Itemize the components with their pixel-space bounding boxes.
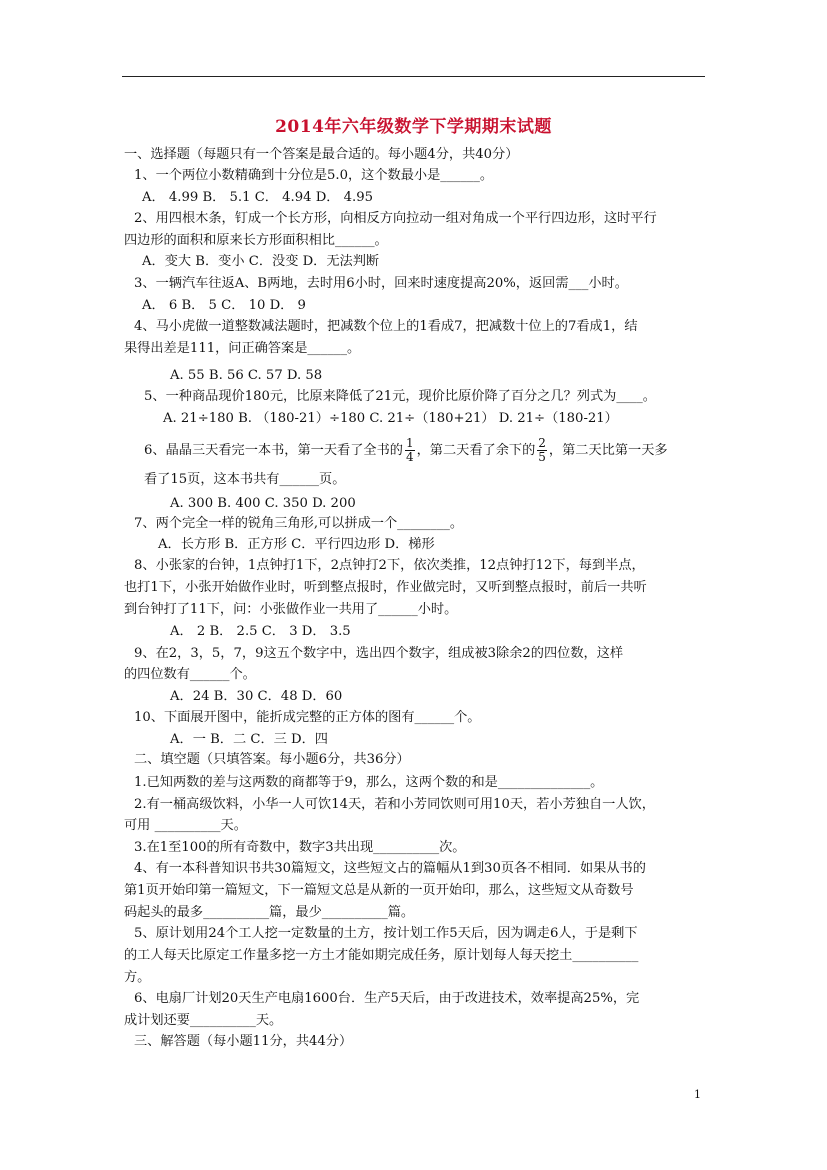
- question-2: 2、用四根木条，钉成一个长方形，向相反方向拉动一组对角成一个平行四边形，这时平行: [134, 211, 657, 226]
- question-1: 1、一个两位小数精确到十分位是5.0，这个数最小是______。: [134, 168, 494, 183]
- section-3-heading: 三、解答题（每小题11分，共44分）: [134, 1034, 353, 1049]
- fill-question-5-cont: 的工人每天比原定工作量多挖一方土才能如期完成任务，原计划每人每天挖土__________: [124, 948, 639, 963]
- fraction-numerator: 1: [405, 436, 414, 450]
- section-2-heading: 二、填空题（只填答案。每小题6分，共36分）: [134, 752, 410, 767]
- question-6-cont: 看了15页，这本书共有______页。: [144, 472, 346, 487]
- question-7: 7、两个完全一样的锐角三角形,可以拼成一个________。: [134, 516, 464, 531]
- question-2-options: A．变大 B．变小 C．没变 D．无法判断: [142, 254, 380, 269]
- fraction-one-quarter: [405, 437, 415, 464]
- exam-title: 2014年六年级数学下学期期末试题: [275, 117, 552, 137]
- question-9-cont: 的四位数有______个。: [124, 667, 256, 682]
- fraction-denominator: 5: [538, 450, 546, 464]
- question-8: 8、小张家的台钟，1点钟打1下，2点钟打2下，依次类推，12点钟打12下，每到半点，: [134, 558, 645, 573]
- fraction-numerator: 2: [538, 436, 546, 450]
- question-2-cont: 四边形的面积和原来长方形面积相比______。: [124, 233, 388, 248]
- fill-question-1: 1.已知两数的差与这两数的商都等于9，那么，这两个数的和是______________。: [134, 775, 604, 790]
- question-1-options: A． 4.99 B． 5.1 C． 4.94 D． 4.95: [142, 190, 374, 205]
- fill-question-2-cont: 可用 __________天。: [124, 818, 247, 833]
- question-4: 4、马小虎做一道整数减法题时，把减数个位上的1看成7，把减数十位上的7看成1，结: [134, 319, 638, 334]
- fill-question-4-cont-2: 码起头的最多__________篇，最少__________篇。: [124, 905, 415, 920]
- question-6-text-a: 6、晶晶三天看完一本书，第一天看了全书的: [144, 443, 403, 458]
- fill-question-5: 5、原计划用24个工人挖一定数量的土方，按计划工作5天后，因为调走6人，于是剩下: [134, 926, 638, 941]
- header-rule: [122, 76, 705, 77]
- question-3-options: A． 6 B． 5 C． 10 D． 9: [142, 298, 306, 313]
- question-8-cont-2: 到台钟打了11下，问：小张做作业一共用了______小时。: [124, 602, 458, 617]
- fill-question-4: 4、有一本科普知识书共30篇短文，这些短文占的篇幅从1到30页各不相同．如果从书的: [134, 861, 646, 876]
- fill-question-4-cont-1: 第1页开始印第一篇短文，下一篇短文总是从新的一页开始印，那么，这些短文从奇数号: [124, 883, 634, 898]
- question-7-options: A．长方形 B．正方形 C．平行四边形 D．梯形: [158, 537, 435, 552]
- question-6-options: A. 300 B. 400 C. 350 D. 200: [170, 496, 356, 511]
- question-8-options: A． 2 B． 2.5 C． 3 D． 3.5: [170, 624, 351, 639]
- fill-question-3: 3.在1至100的所有奇数中，数字3共出现__________次。: [134, 840, 466, 855]
- question-8-cont-1: 也打1下，小张开始做作业时，听到整点报时，作业做完时，又听到整点报时，前后一共听: [124, 580, 647, 595]
- fill-question-5-cont-2: 方。: [124, 970, 151, 985]
- question-4-cont: 果得出差是111，问正确答案是______。: [124, 341, 361, 356]
- question-9-options: A．24 B．30 C．48 D．60: [170, 689, 343, 704]
- question-10: 10、下面展开图中，能折成完整的正方体的图有______个。: [134, 710, 481, 725]
- question-9: 9、在2，3，5，7，9这五个数字中，选出四个数字，组成被3除余2的四位数，这样: [134, 646, 624, 661]
- question-6-text-b: ，第二天看了余下的: [416, 443, 536, 458]
- question-6: [144, 437, 668, 464]
- question-5-options: A. 21÷180 B. （180-21）÷180 C. 21÷（180+21） D. 21÷（180-21）: [163, 411, 618, 426]
- fill-question-2: 2.有一桶高级饮料，小华一人可饮14天，若和小芳同饮则可用10天，若小芳独自一人饮，: [134, 797, 655, 812]
- fill-question-6: 6、电扇厂计划20天生产电扇1600台．生产5天后，由于改进技术，效率提高25%，完: [134, 991, 640, 1006]
- question-5: 5、一种商品现价180元，比原来降低了21元，现价比原价降了百分之几？列式为____。: [144, 389, 656, 404]
- question-10-options: A．一 B．二 C．三 D．四: [170, 732, 328, 747]
- fill-question-6-cont: 成计划还要__________天。: [124, 1013, 283, 1028]
- question-3: 3、一辆汽车往返A、B两地，去时用6小时，回来时速度提高20%，返回需___小时。: [134, 276, 628, 291]
- page-number: 1: [694, 1088, 701, 1101]
- question-6-text-c: ，第二天比第一天多: [548, 443, 668, 458]
- fraction-two-fifths: [537, 437, 547, 464]
- fraction-denominator: 4: [405, 450, 414, 464]
- section-1-heading: 一、选择题（每题只有一个答案是最合适的。每小题4分，共40分）: [124, 147, 519, 162]
- question-4-options: A. 55 B. 56 C. 57 D. 58: [170, 368, 323, 383]
